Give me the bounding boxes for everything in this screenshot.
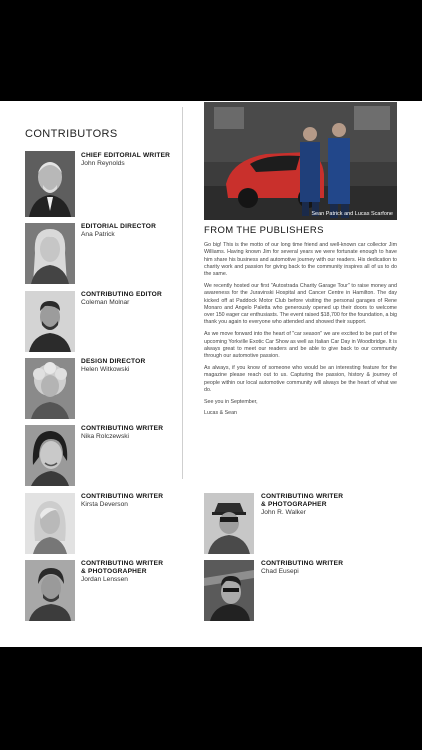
contributor-photo — [25, 425, 75, 486]
contributor-role: CONTRIBUTING WRITER — [261, 493, 344, 500]
contributor-name: John R. Walker — [261, 509, 306, 516]
contributor-role: EDITORIAL DIRECTOR — [81, 223, 157, 230]
contributor-name: Helen Witkowski — [81, 366, 130, 373]
contributor-photo — [25, 358, 75, 419]
contributor-name: Chad Eusepi — [261, 568, 299, 575]
contributor-name: John Reynolds — [81, 160, 125, 167]
letter-paragraph: As we move forward into the heart of "car season" we are excited to be part of the upcoming Yorkville Exotic Car Show as well as Italian Car Day in Woodbridge. It is always great to meet our readers and be able to give back to our community through our automotive passion. — [204, 331, 397, 360]
contributor-photo — [25, 560, 75, 621]
contributor-role: CONTRIBUTING WRITER — [81, 560, 164, 567]
contributor-name: Jordan Lenssen — [81, 576, 128, 583]
contributor-photo — [25, 291, 75, 352]
letter-paragraph: As always, if you know of someone who would be an interesting feature for the magazine please reach out to us. Capturing the passion, history & journey of people within our local automotive community will always be the heart of what we do. — [204, 364, 397, 393]
contributors-heading: CONTRIBUTORS — [25, 128, 118, 140]
contributor-role: CONTRIBUTING WRITER — [81, 425, 164, 432]
contributor-role: CONTRIBUTING EDITOR — [81, 291, 162, 298]
publishers-photo — [204, 102, 397, 220]
letter-paragraph: We recently hosted our first "Autostrada Charity Garage Tour" to raise money and awareness for the Juravinski Hospital and Cancer Centre in Hamilton. The day kicked off at Paddock Motor Club before visiting the personal garages of Rene Monaro and Angelo Paletta who generously opened up their doors to welcome over 150 eager car enthusiasts. The event raised $18,700 for the foundation, a big thank you again to everyone who attended and showed their support. — [204, 282, 397, 326]
contributor-photo — [25, 493, 75, 554]
letter-signoff: See you in September, — [204, 398, 258, 405]
photo-caption: Sean Patrick and Lucas Scarfone — [311, 211, 393, 217]
contributor-role-line2: & PHOTOGRAPHER — [261, 501, 327, 508]
contributor-role-line2: & PHOTOGRAPHER — [81, 568, 147, 575]
column-divider — [182, 107, 183, 479]
contributor-name: Kirsta Deverson — [81, 501, 128, 508]
contributor-photo — [204, 560, 254, 621]
magazine-page — [0, 101, 422, 647]
contributor-photo — [25, 223, 75, 284]
letter-signature: Lucas & Sean — [204, 410, 237, 417]
publishers-letter — [204, 242, 397, 422]
contributor-name: Nika Rolczewski — [81, 433, 129, 440]
contributor-photo — [204, 493, 254, 554]
contributor-role: CHIEF EDITORIAL WRITER — [81, 152, 171, 159]
contributor-photo — [25, 151, 75, 217]
contributor-name: Ana Patrick — [81, 231, 115, 238]
contributor-role: DESIGN DIRECTOR — [81, 358, 146, 365]
contributor-role: CONTRIBUTING WRITER — [261, 560, 344, 567]
contributor-role: CONTRIBUTING WRITER — [81, 493, 164, 500]
contributor-name: Coleman Molnar — [81, 299, 130, 306]
publishers-heading: FROM THE PUBLISHERS — [204, 225, 324, 236]
letter-paragraph: Go big! This is the motto of our long time friend and well-known car collector Jim Williams. Having known Jim for several years we were fortunate enough to have him share his business and automotive journey with our readers. His dedication to charity work and passion for giving back to the community inspires all of us to do the same. — [204, 242, 397, 278]
